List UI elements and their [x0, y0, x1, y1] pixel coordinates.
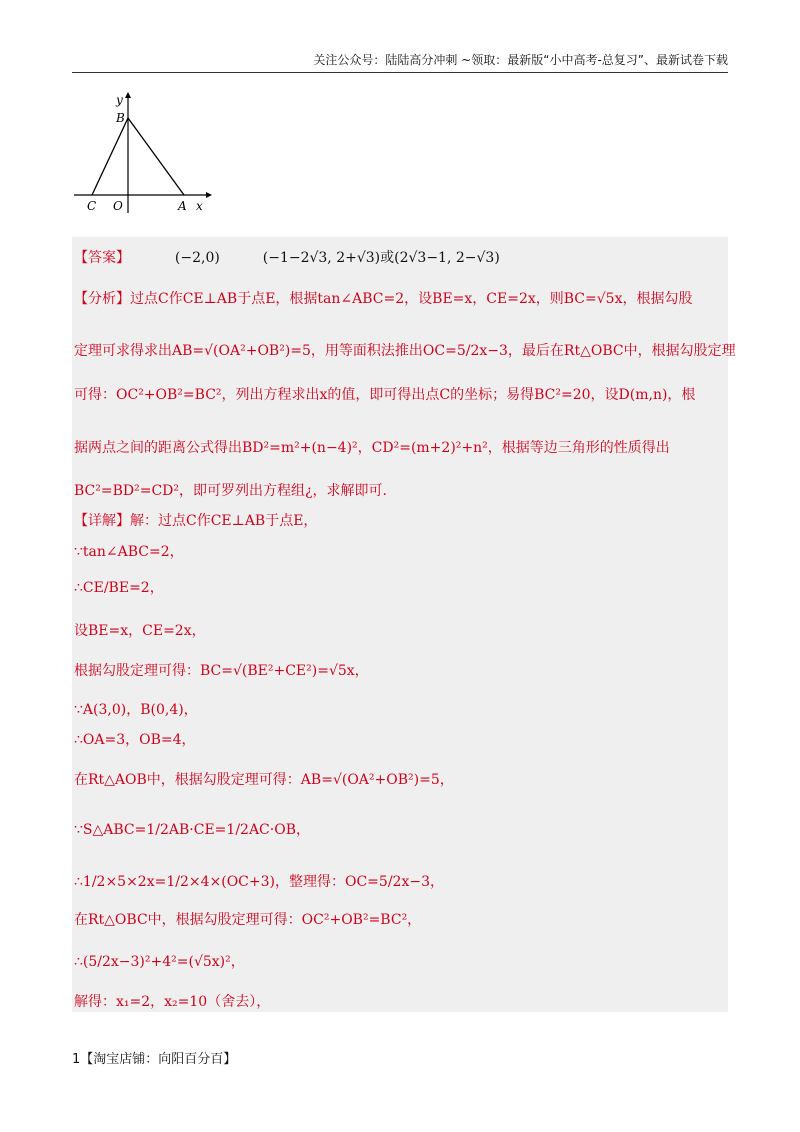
detail-line-9: ∵S△ABC=1/2AB·CE=1/2AC·OB，: [74, 822, 310, 838]
detail-line-1: 【详解】解：过点C作CE⊥AB于点E，: [74, 513, 318, 529]
label-c: C: [87, 199, 97, 213]
page-footer: 1【淘宝店铺：向阳百分百】: [72, 1052, 237, 1067]
y-axis-arrow: [125, 92, 131, 98]
detail-line-5: 根据勾股定理可得：BC=√(BE²+CE²)=√5x，: [74, 663, 369, 679]
answer-value-2: (−1−2√3, 2+√3)或(2√3−1, 2−√3): [262, 250, 500, 266]
detail-line-4: 设BE=x，CE=2x，: [74, 623, 206, 639]
segment-cb: [92, 118, 128, 195]
detail-line-13: 解得：x₁=2，x₂=10（舍去），: [74, 994, 271, 1010]
segment-ba: [128, 118, 184, 195]
label-b: B: [116, 111, 125, 125]
analysis-line-4: 据两点之间的距离公式得出BD²=m²+(n−4)²，CD²=(m+2)²+n²，根据等边三角形的性质得出: [74, 440, 670, 456]
detail-line-8: 在Rt△AOB中，根据勾股定理可得：AB=√(OA²+OB²)=5，: [74, 772, 454, 788]
analysis-line-1: 【分析】过点C作CE⊥AB于点E，根据tan∠ABC=2，设BE=x，CE=2x，则BC=√5x，根据勾股: [74, 291, 693, 307]
detail-line-7: ∴OA=3，OB=4，: [74, 732, 196, 748]
answer-row: [74, 247, 500, 267]
answer-tag: 【答案】: [74, 250, 130, 266]
coordinate-figure: [72, 88, 212, 218]
label-o: O: [113, 199, 123, 213]
label-a: A: [178, 199, 187, 213]
detail-line-12: ∴(5/2x−3)²+4²=(√5x)²，: [74, 954, 245, 970]
analysis-line-5: BC²=BD²=CD²，即可罗列出方程组¿，求解即可.: [74, 483, 387, 499]
analysis-line-3: 可得：OC²+OB²=BC²，列出方程求出x的值，即可得出点C的坐标；易得BC²=20，设D(m,n)，根: [74, 387, 696, 403]
label-y: y: [116, 93, 123, 107]
label-x: x: [196, 199, 203, 213]
detail-line-6: ∵A(3,0)，B(0,4)，: [74, 702, 198, 718]
detail-line-10: ∴1/2×5×2x=1/2×4×(OC+3)，整理得：OC=5/2x−3，: [74, 874, 444, 890]
detail-line-2: ∵tan∠ABC=2，: [74, 544, 184, 560]
x-axis-arrow: [206, 192, 212, 198]
analysis-line-2: 定理可求得求出AB=√(OA²+OB²)=5，用等面积法推出OC=5/2x−3，最后在Rt△OBC中，根据勾股定理: [74, 343, 736, 359]
detail-line-11: 在Rt△OBC中，根据勾股定理可得：OC²+OB²=BC²，: [74, 912, 422, 928]
detail-line-3: ∴CE/BE=2，: [74, 580, 164, 596]
page-header: 关注公众号：陆陆高分冲刺 ~领取：最新版“小中高考-总复习”、最新试卷下载: [72, 52, 728, 73]
answer-value-1: (−2,0): [174, 250, 220, 266]
